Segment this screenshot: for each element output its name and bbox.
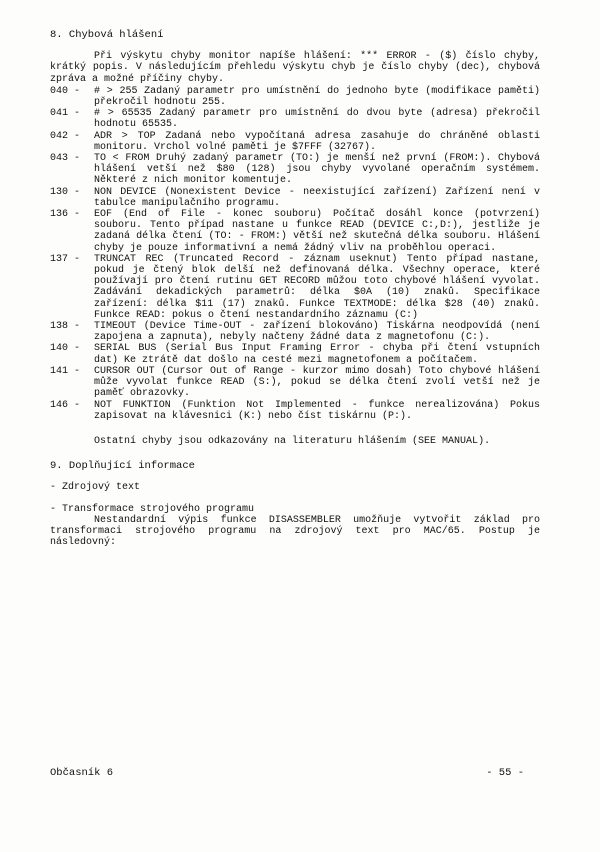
page-number: - 55 -: [486, 767, 524, 779]
footer-publication: Občasník 6: [50, 767, 114, 779]
error-code: 138 -: [50, 321, 81, 333]
error-code: 040 -: [50, 85, 81, 97]
error-code: 141 -: [50, 365, 81, 377]
error-list: [50, 86, 540, 422]
error-entry-130: [50, 187, 540, 209]
error-code: 042 -: [50, 130, 81, 142]
other-errors-note: Ostatní chyby jsou odkazovány na literaturu hlášením (SEE MANUAL).: [94, 435, 491, 447]
error-entry-140: [50, 343, 540, 365]
error-entry-041: [50, 108, 540, 130]
section-8-heading: 8. Chybová hlášení: [50, 29, 164, 41]
section-9-heading: 9. Doplňující informace: [50, 460, 195, 473]
error-entry-040: [50, 86, 540, 108]
error-description: SERIAL BUS (Serial Bus Input Framing Error - chyba při čtení vstupních dat) Ke ztrátě dat došlo na cesté mezi magnetofonem a počítačem.: [94, 343, 540, 366]
error-description: ADR > TOP Zadaná nebo vypočítaná adresa zasahuje do chráněné oblasti monitoru. Vrchol volné paměti je $7FFF (32767).: [94, 130, 540, 153]
error-description: EOF (End of File - konec souboru) Počítač dosáhl konce (potvrzení) souboru. Tento případ nastane u funkce READ (DEVICE C:,D:), jestliže je zadaná délka čtení (TO: - FROM:) větší než skutečná délka souboru. Hlášení chyby je pouze informativní a nemá žádný vliv na proběhlou operaci.: [94, 209, 540, 254]
document-page: [50, 30, 540, 548]
error-description: TRUNCAT REC (Truncated Record - záznam useknut) Tento případ nastane, pokud je čtený blok delší než definovaná délka. Všechny operace, které používají pro čtení rutinu GET RECORD můžou toto chybové hlášení vyvolat. Zadávání dekadických parametrů: délka $0A (10) znaků. Specifikace zařízení: délka $11 (17) znaků. Funkce TEXTMODE: délka $28 (40) znaků. Funkce READ: pokus o čtení nestandardního záznamu (C:): [94, 253, 540, 321]
error-description: # > 65535 Zadaný parametr pro umístnění do dvou byte (adresa) překročil hodnotu 65535.: [94, 108, 540, 131]
errors-intro: Při výskytu chyby monitor napíše hlášení: *** ERROR - ($) číslo chyby, krátký popis. V následujícím přehledu výskytu chyb je číslo chyby (dec), chybová zpráva a možné příčiny chyby.: [50, 51, 540, 85]
page-footer: [50, 768, 524, 779]
error-entry-146: [50, 400, 540, 422]
error-description: TO < FROM Druhý zadaný parametr (TO:) je menší než první (FROM:). Chybová hlášení vetší než $80 (128) jsou chyby vyvolané operačním systémem. Některé z nich monitor komentuje.: [94, 153, 540, 187]
error-entry-141: [50, 366, 540, 400]
error-code: 137 -: [50, 253, 81, 265]
error-description: TIMEOUT (Device Time-OUT - zařízení blokováno) Tiskárna neodpovídá (není zapojena a zapnuta), nebyly načteny žádné data z magnetofonu (C:).: [94, 321, 540, 344]
error-entry-042: [50, 131, 540, 153]
error-entry-043: [50, 153, 540, 187]
error-code: 130 -: [50, 186, 81, 198]
subheading-source-text: - Zdrojový text: [50, 482, 141, 494]
error-entry-136: [50, 209, 540, 254]
error-description: CURSOR OUT (Cursor Out of Range - kurzor mimo dosah) Toto chybové hlášení může vyvolat funkce READ (S:), pokud se délka čtení zvolí vetší než je paměť obrazovky.: [94, 365, 540, 400]
error-code: 041 -: [50, 108, 81, 120]
error-entry-137: [50, 254, 540, 321]
error-description: NOT FUNKTION (Funktion Not Implemented - funkce nerealizována) Pokus zapisovat na klávesnici (K:) nebo číst tiskárnu (P:).: [94, 399, 540, 422]
error-code: 043 -: [50, 153, 81, 165]
error-description: # > 255 Zadaný parametr pro umístnění do jednoho byte (modifikace paměti) překročil hodnotu 255.: [94, 85, 540, 109]
error-entry-138: [50, 321, 540, 343]
subheading-transformation: - Transformace strojového programu: [50, 503, 255, 515]
error-code: 136 -: [50, 209, 81, 221]
transformation-body: Nestandardní výpis funkce DISASSEMBLER umožňuje vytvořit základ pro transformaci strojového programu na zdrojový text pro MAC/65. Postup je následovný:: [50, 514, 540, 549]
error-code: 146 -: [50, 399, 81, 411]
error-description: NON DEVICE (Nonexistent Device - neexistující zařízení) Zařízení není v tabulce manipulačního programu.: [94, 186, 540, 209]
error-code: 140 -: [50, 343, 81, 355]
